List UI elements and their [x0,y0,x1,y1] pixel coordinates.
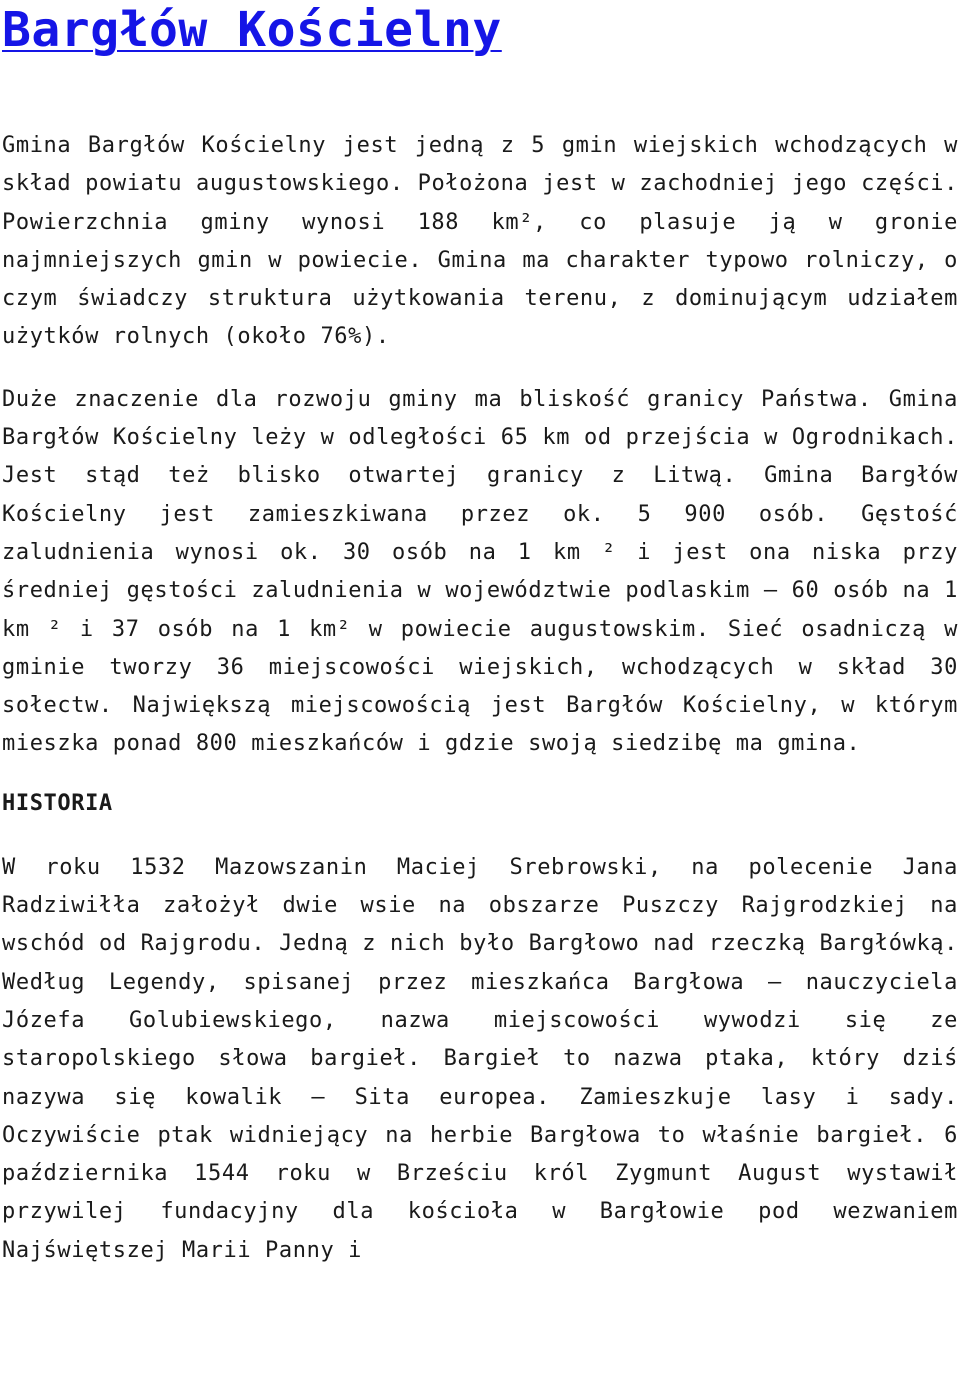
page-title [2,0,958,58]
paragraph-history: W roku 1532 Mazowszanin Maciej Srebrowski, na polecenie Jana Radziwiłła założył dwie wsie na obszarze Puszczy Rajgrodzkiej na wschód od Rajgrodu. Jedną z nich było Bargłowo nad rzeczką Bargłówką. Według Legendy, spisanej przez mieszkańca Bargłowa – nauczyciela Józefa Golubiewskiego, nazwa miejscowości wywodzi się ze staropolskiego słowa bargieł. Bargieł to nazwa ptaka, który dziś nazywa się kowalik – Sita europea. Zamieszkuje lasy i sady. Oczywiście ptak widniejący na herbie Bargłowa to właśnie bargieł. 6 października 1544 roku w Brześciu król Zygmunt August wystawił przywilej fundacyjny dla kościoła w Bargłowie pod wezwaniem Najświętszej Marii Panny i [2,854,958,1263]
title-link[interactable]: Bargłów Kościelny [2,2,502,58]
paragraph-population: Duże znaczenie dla rozwoju gminy ma bliskość granicy Państwa. Gmina Bargłów Kościelny leży w odległości 65 km od przejścia w Ogrodnikach. Jest stąd też blisko otwartej granicy z Litwą. Gmina Bargłów Kościelny jest zamieszkiwana przez ok. 5 900 osób. Gęstość zaludnienia wynosi ok. 30 osób na 1 km ² i jest ona niska przy średniej gęstości zaludnienia w województwie podlaskim – 60 osób na 1 km ² i 37 osób na 1 km² w powiecie augustowskim. Sieć osadniczą w gminie tworzy 36 miejscowości wiejskich, wchodzących w skład 30 sołectw. Największą miejscowością jest Bargłów Kościelny, w którym mieszka ponad 800 mieszkańców i gdzie swoją siedzibę ma gmina. [2,386,958,757]
paragraph-intro: Gmina Bargłów Kościelny jest jedną z 5 gmin wiejskich wchodzących w skład powiatu augustowskiego. Położona jest w zachodniej jego części. Powierzchnia gminy wynosi 188 km², co plasuje ją w gronie najmniejszych gmin w powiecie. Gmina ma charakter typowo rolniczy, o czym świadczy struktura użytkowania terenu, z dominującym udziałem użytków rolnych (około 76%). [2,133,958,350]
section-heading-historia: HISTORIA [2,790,113,816]
